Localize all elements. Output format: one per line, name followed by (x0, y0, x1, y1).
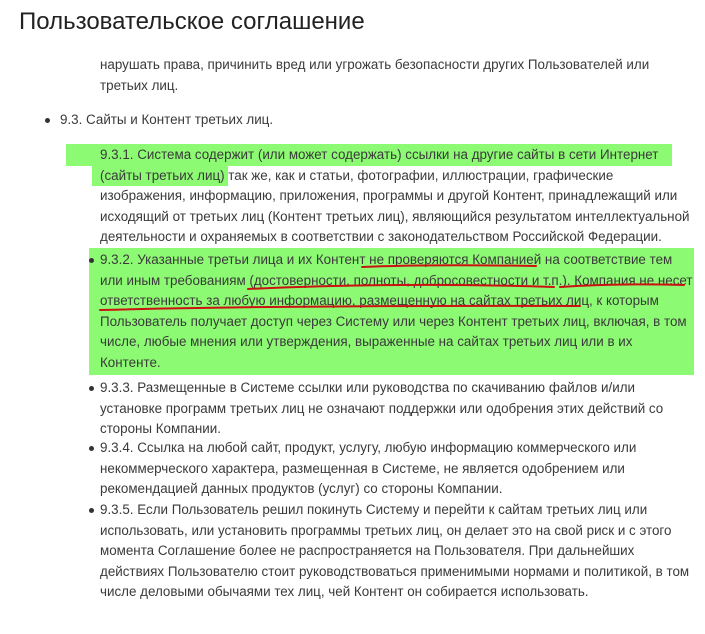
list-item-9-3-5 (100, 500, 689, 603)
section-bullet (45, 118, 50, 123)
list-bullet (89, 386, 94, 391)
item-line: установке программ третьих лиц не означают поддержки или одобрения этих действий со (100, 400, 664, 416)
item-line: 9.3.3. Размещенные в Системе ссылки или руководства по скачиванию файлов и/или (100, 380, 635, 395)
item-line: числе деловыми обычаями тех лиц, чей Контент он собирается использовать. (100, 584, 589, 599)
item-line: числе, любые мнения или утверждения, выраженные на сайтах третьих лиц или в их (100, 334, 633, 349)
intro-paragraph (100, 55, 649, 96)
intro-line: нарушать права, причинить вред или угрожать безопасности других Пользователей или (100, 57, 650, 72)
item-line: стороны Компании. (100, 421, 221, 436)
list-item-9-3-4 (100, 438, 636, 500)
item-line: изображения, информацию, приложения, программы и другой Контент, принадлежащий или (100, 188, 678, 203)
item-line: Пользователь получает доступ через Систему или через Контент третьих лиц, включая, в том (100, 313, 687, 329)
item-line: или иным требованиям (достоверности, полноты, добросовестности и т.п.). Компания не несет (100, 272, 693, 288)
item-line: использовать, или установить программы третьих лиц, он делает это на свой риск и с этого (100, 522, 672, 538)
item-line: Контенте. (100, 354, 161, 370)
item-line: момента Соглашение более не распространяется на Пользователя. При дальнейших (100, 543, 635, 558)
item-line: 9.3.4. Ссылка на любой сайт, продукт, услугу, любую информацию коммерческого или (100, 440, 637, 455)
item-line: ответственность за любую информацию, размещенную на сайтах третьих лиц, к которым (100, 293, 659, 308)
list-bullet (89, 508, 94, 513)
item-line: исходящий от третьих лиц (Контент третьих лиц), являющийся результатом интеллектуальной (100, 208, 690, 224)
section-heading: 9.3. Сайты и Контент третьих лиц. (60, 112, 274, 127)
item-line: 9.3.5. Если Пользователь решил покинуть Систему и перейти к сайтам третьих лиц или (100, 502, 648, 517)
item-line: рекомендацией данных продуктов (услуг) со стороны Компании. (100, 481, 503, 496)
list-item-9-3-3 (100, 378, 663, 440)
list-item-9-3-1 (100, 145, 690, 248)
item-line: действиях Пользователю стоит руководствоваться применимыми нормами и политикой, в том (100, 563, 690, 579)
item-line: (сайты третьих лиц) так же, как и статьи, фотографии, иллюстрации, графические (100, 167, 614, 183)
list-bullet (89, 258, 94, 263)
page-title: Пользовательское соглашение (19, 8, 365, 35)
item-line: 9.3.2. Указанные третьи лица и их Контент не проверяются Компанией на соответствие тем (100, 252, 673, 267)
list-item-9-3-2 (100, 250, 693, 373)
item-line: деятельности и охраняемых в соответствии с законодательством Российской Федерации. (100, 229, 662, 244)
item-line: 9.3.1. Система содержит (или может содержать) ссылки на другие сайты в сети Интернет (100, 147, 659, 162)
list-bullet (89, 446, 94, 451)
intro-line: третьих лиц. (100, 77, 179, 93)
item-line: некоммерческого характера, размещенная в Системе, не является одобрением или (100, 460, 625, 476)
